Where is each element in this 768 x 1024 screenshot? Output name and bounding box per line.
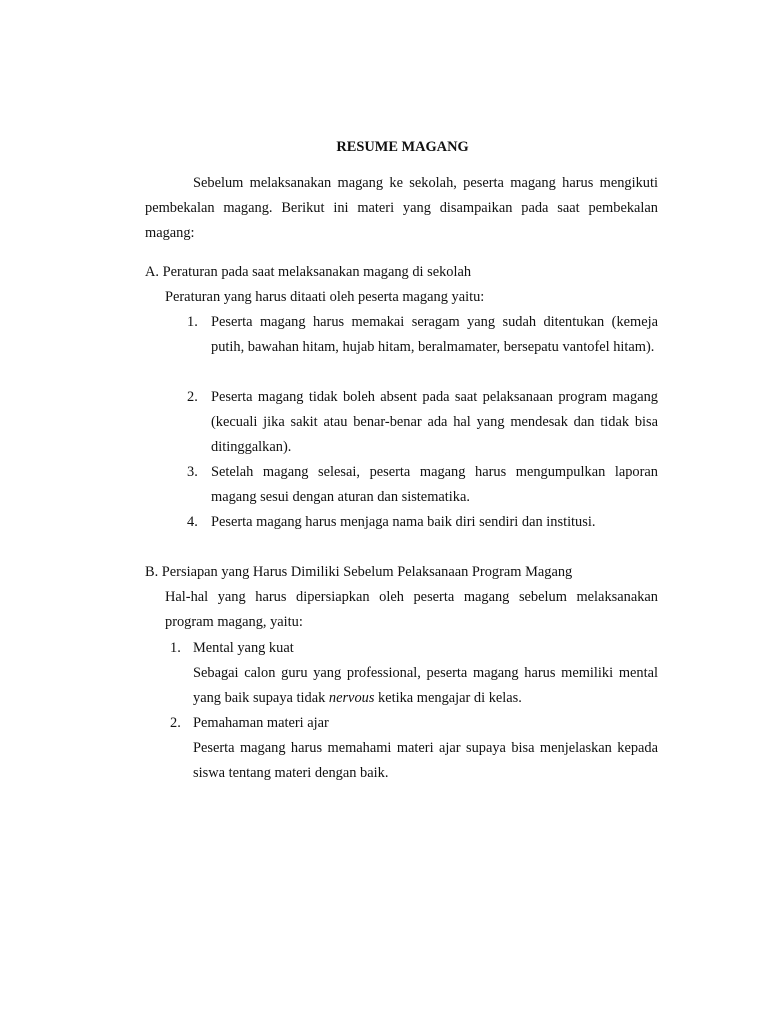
section-a-item-3-number: 3. [187, 464, 198, 480]
section-a-item-1-number: 1. [187, 314, 198, 330]
section-a-lead: Peraturan yang harus ditaati oleh peserta magang yaitu: [165, 289, 485, 305]
section-a-item-4-text: Peserta magang harus menjaga nama baik diri sendiri dan institusi. [211, 514, 596, 530]
section-b-item-1-title: Mental yang kuat [193, 640, 294, 656]
section-b-item-2-title: Pemahaman materi ajar [193, 715, 329, 731]
section-a-item-2-number: 2. [187, 389, 198, 405]
section-b-item-1-text-part-1: Sebagai calon guru yang professional, peserta magang harus memiliki mental yang baik supaya tidak [193, 665, 658, 706]
section-b-item-2-text: Peserta magang harus memahami materi ajar supaya bisa menjelaskan kepada siswa tentang materi dengan baik. [193, 740, 658, 781]
section-b-item-1-text [193, 661, 658, 711]
document-title: RESUME MAGANG [336, 139, 469, 155]
section-b-heading: B. Persiapan yang Harus Dimiliki Sebelum Pelaksanaan Program Magang [145, 564, 573, 580]
section-a-item-1-text: Peserta magang harus memakai seragam yang sudah ditentukan (kemeja putih, bawahan hitam, hujab hitam, beralmamater, bersepatu vantofel hitam). [211, 314, 658, 355]
section-b-item-1-text-part-2: ketika mengajar di kelas. [374, 690, 522, 706]
section-b-item-1-text-italic: nervous [328, 690, 375, 706]
section-b-lead: Hal-hal yang harus dipersiapkan oleh peserta magang sebelum melaksanakan program magang, yaitu: [165, 589, 658, 630]
section-b-item-2-number: 2. [170, 715, 181, 731]
section-a-heading: A. Peraturan pada saat melaksanakan magang di sekolah [145, 264, 472, 280]
section-a-item-2-text: Peserta magang tidak boleh absent pada saat pelaksanaan program magang (kecuali jika sakit atau benar-benar ada hal yang mendesak dan tidak bisa ditinggalkan). [211, 389, 658, 455]
section-b-item-1-number: 1. [170, 640, 181, 656]
section-a-item-4-number: 4. [187, 514, 198, 530]
section-a-item-3-text: Setelah magang selesai, peserta magang harus mengumpulkan laporan magang sesui dengan aturan dan sistematika. [211, 464, 658, 505]
intro-paragraph: Sebelum melaksanakan magang ke sekolah, peserta magang harus mengikuti pembekalan magang. Berikut ini materi yang disampaikan pada saat pembekalan magang: [145, 175, 658, 241]
